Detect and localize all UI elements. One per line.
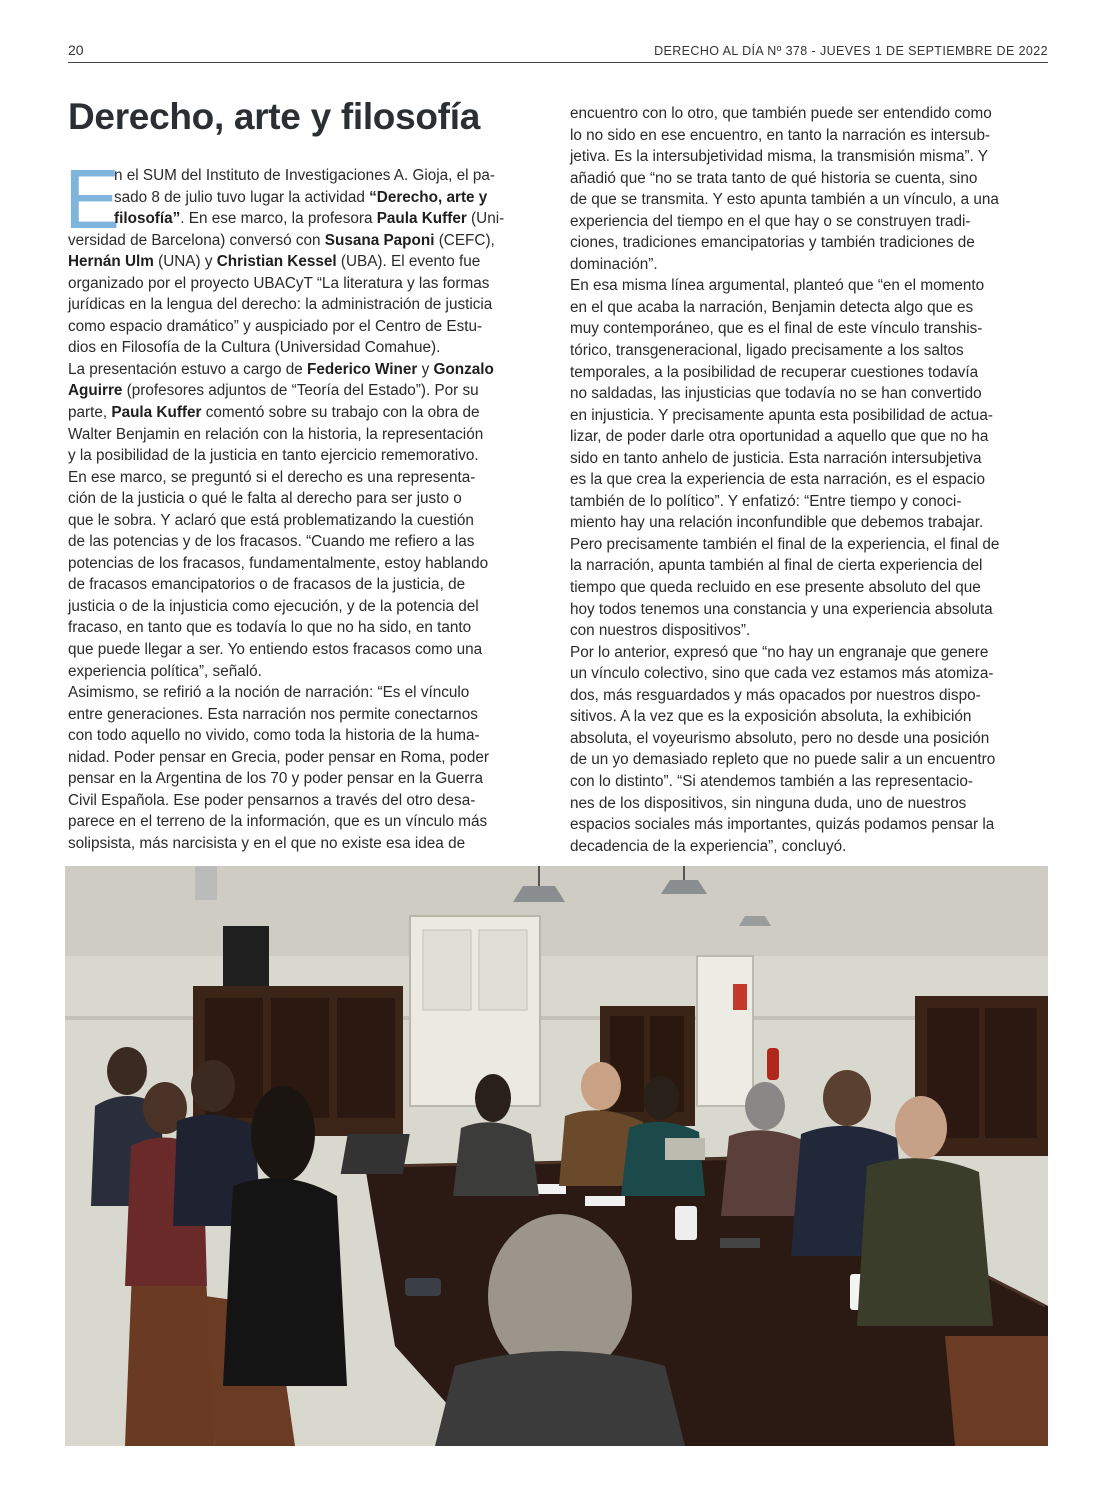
article-line: [570, 793, 1050, 815]
text-run: fracaso, en tanto que es todavía lo que no ha sido, en tanto: [68, 619, 472, 637]
text-run: n el SUM del Instituto de Investigaciones A. Gioja, el pa-: [114, 167, 495, 184]
text-run: no saldadas, las injusticias que todavía no se han convertido: [570, 385, 982, 403]
article-line: [68, 747, 538, 769]
article-line: [570, 620, 1050, 642]
text-run: justicia o de la injusticia como ejecución, y de la potencia del: [68, 597, 479, 615]
article-line: [570, 125, 1050, 147]
text-run: tórico, transgeneracional, ligado precisamente a los saltos: [570, 342, 964, 360]
article-line: [570, 512, 1050, 534]
text-run: sitivos. A la vez que es la exposición absoluta, la exhibición: [570, 708, 972, 726]
article-line: [570, 211, 1050, 233]
article-line: [570, 426, 1050, 448]
text-run: de que se transmita. Y esto apunta también a un vínculo, a una: [570, 191, 999, 209]
text-run: en el que acaba la narración, Benjamin detecta algo que es: [570, 298, 974, 316]
text-run: . En ese marco, la profesora: [180, 210, 377, 228]
article-line: [570, 728, 1050, 750]
text-run: La presentación estuvo a cargo de: [68, 360, 307, 378]
text-run: Civil Española. Ese poder pensarnos a través del otro desa-: [68, 791, 476, 809]
text-run: pensar en la Argentina de los 70 y poder pensar en la Guerra: [68, 770, 483, 788]
text-run: Walter Benjamin en relación con la historia, la representación: [68, 425, 484, 443]
text-run: tiempo que queda recluido en ese presente absoluto del que: [570, 579, 981, 597]
article-line: [570, 405, 1050, 427]
article-line: [570, 491, 1050, 513]
article-line: [570, 663, 1050, 685]
article-line: [570, 836, 1050, 858]
text-run: experiencia del tiempo en el que hay o se construyen tradi-: [570, 212, 971, 230]
text-run: como espacio dramático” y auspiciado por el Centro de Estu-: [68, 317, 483, 335]
article-line: [570, 599, 1050, 621]
bold-run: Hernán Ulm: [68, 253, 154, 271]
article-line: [570, 297, 1050, 319]
article-line: [68, 337, 538, 359]
text-run: Pero precisamente también el final de la experiencia, el final de: [570, 535, 1000, 553]
article-line: [68, 467, 538, 489]
article-line: [570, 534, 1050, 556]
text-run: decadencia de la experiencia”, concluyó.: [570, 837, 847, 855]
text-run: ciones, tradiciones emancipatorias y también tradiciones de: [570, 234, 975, 252]
article-line: [570, 469, 1050, 491]
text-run: añadió que “no se trata tanto de qué historia se cuenta, sino: [570, 169, 978, 187]
header-separator: -: [807, 44, 820, 58]
text-run: jetiva. Es la intersubjetividad misma, la transmisión misma”. Y: [570, 148, 988, 166]
text-run: con nuestros dispositivos”.: [570, 622, 751, 640]
text-run: experiencia política”, señaló.: [68, 662, 262, 680]
article-line: [570, 103, 1050, 125]
article-line: [68, 359, 538, 381]
text-run: con lo distinto”. “Si atendemos también a las representacio-: [570, 772, 974, 790]
article-line: [68, 725, 538, 747]
publication-date: JUEVES 1 DE SEPTIEMBRE DE 2022: [819, 44, 1048, 58]
article-line: [68, 768, 538, 790]
bold-run: Aguirre: [68, 382, 123, 400]
article-line: [68, 273, 538, 295]
article-line: [570, 146, 1050, 168]
text-run: espacios sociales más importantes, quizás podamos pensar la: [570, 816, 995, 834]
text-run: nidad. Poder pensar en Grecia, poder pensar en Roma, poder: [68, 748, 489, 766]
article-line: [68, 661, 538, 683]
article-line: [570, 318, 1050, 340]
text-run: potencias de los fracasos, fundamentalmente, estoy hablando: [68, 554, 489, 572]
article-line: [570, 275, 1050, 297]
text-run: también de lo político”. Y enfatizó: “Entre tiempo y conoci-: [570, 492, 962, 510]
text-run: y la posibilidad de la justicia en tanto ejercicio rememorativo.: [68, 447, 479, 465]
bold-run: filosofía”: [114, 210, 181, 228]
bold-run: “Derecho, arte y: [369, 188, 488, 206]
text-run: dominación”.: [570, 255, 658, 273]
article-line: [68, 811, 538, 833]
article-line: [68, 553, 538, 575]
article-line: [570, 749, 1050, 771]
text-run: de fracasos emancipatorios o de fracasos de la justicia, de: [68, 576, 466, 594]
text-run: Por lo anterior, expresó que “no hay un engranaje que genere: [570, 643, 989, 661]
text-run: la narración, apunta también al final de cierta experiencia del: [570, 557, 983, 575]
text-run: (CEFC),: [434, 231, 495, 249]
text-run: que le sobra. Y aclaró que está problematizando la cuestión: [68, 511, 474, 529]
text-run: absoluta, el voyeurismo absoluto, pero no desde una posición: [570, 729, 990, 747]
bold-run: Christian Kessel: [216, 253, 337, 271]
article-line: [68, 251, 538, 273]
text-run: solipsista, más narcisista y en el que no existe esa idea de: [68, 834, 466, 852]
article-line: [570, 362, 1050, 384]
text-run: En ese marco, se preguntó si el derecho es una representa-: [68, 468, 476, 486]
text-run: temporales, a la posibilidad de recuperar cuestiones todavía: [570, 363, 979, 381]
article-line: [68, 488, 538, 510]
article-line: [570, 254, 1050, 276]
bold-run: Federico Winer: [306, 360, 418, 378]
article-line: [68, 187, 538, 209]
text-run: (UNA) y: [153, 253, 217, 271]
article-line: [570, 168, 1050, 190]
article-line: [570, 577, 1050, 599]
text-run: es la que crea la experiencia de esta narración, es el espacio: [570, 471, 985, 489]
article-line: [570, 232, 1050, 254]
article-line: [68, 531, 538, 553]
article-line: [68, 596, 538, 618]
text-run: dos, más resguardados y más opacados por nuestros dispo-: [570, 686, 981, 704]
text-run: encuentro con lo otro, que también puede ser entendido como: [570, 105, 992, 122]
publication-name: DERECHO AL DÍA Nº 378: [654, 44, 808, 58]
bold-run: Paula Kuffer: [111, 404, 202, 422]
article-line: [68, 424, 538, 446]
text-run: (Uni-: [466, 210, 505, 228]
text-run: parece en el terreno de la información, que es un vínculo más: [68, 813, 488, 831]
text-run: jurídicas en la lengua del derecho: la administración de justicia: [68, 296, 493, 314]
text-run: En esa misma línea argumental, planteó que “en el momento: [570, 277, 985, 295]
article-title: Derecho, arte y filosofía: [68, 96, 480, 137]
article-line: [68, 230, 538, 252]
text-run: con todo aquello no vivido, como toda la historia de la huma-: [68, 727, 480, 745]
text-run: miento hay una relación inconfundible que debemos trabajar.: [570, 514, 984, 532]
meeting-room-photo: [65, 866, 1048, 1446]
article-line: [570, 383, 1050, 405]
article-line: [68, 639, 538, 661]
text-run: sado 8 de julio tuvo lugar la actividad: [114, 188, 370, 206]
article-column-left: [68, 165, 538, 855]
article-line: [570, 642, 1050, 664]
drop-cap: E: [64, 152, 121, 246]
article-line: [68, 165, 538, 187]
article-line: [68, 294, 538, 316]
article-line: [68, 445, 538, 467]
publication-line: [654, 44, 1048, 58]
text-run: de las potencias y de los fracasos. “Cuando me refiero a las: [68, 533, 475, 551]
article-line: [570, 814, 1050, 836]
text-run: nes de los dispositivos, sin ninguna duda, uno de nuestros: [570, 794, 967, 812]
page-number: 20: [68, 42, 84, 58]
text-run: Asimismo, se refirió a la noción de narración: “Es el vínculo: [68, 684, 470, 702]
text-run: de un yo demasiado repleto que no puede salir a un encuentro: [570, 751, 996, 769]
article-line: [570, 685, 1050, 707]
text-run: parte,: [68, 404, 112, 422]
text-run: versidad de Barcelona) conversó con: [68, 231, 325, 249]
text-run: un vínculo colectivo, sino que cada vez estamos más atomiza-: [570, 665, 994, 683]
article-line: [68, 617, 538, 639]
article-line: [68, 380, 538, 402]
text-run: (profesores adjuntos de “Teoría del Estado”). Por su: [122, 382, 479, 400]
text-run: que puede llegar a ser. Yo entiendo estos fracasos como una: [68, 641, 483, 659]
article-line: [68, 402, 538, 424]
article-line: [570, 771, 1050, 793]
article-line: [68, 316, 538, 338]
text-run: lizar, de poder darle otra oportunidad a aquello que que no ha: [570, 428, 989, 446]
text-run: sido en tanto anhelo de justicia. Esta narración intersubjetiva: [570, 449, 982, 467]
article-photo: [65, 866, 1048, 1446]
article-line: [68, 574, 538, 596]
article-column-right: [570, 103, 1050, 857]
article-line: [68, 833, 538, 855]
text-run: muy contemporáneo, que es el final de este vínculo transhis-: [570, 320, 983, 338]
article-line: [68, 208, 538, 230]
bold-run: Paula Kuffer: [376, 210, 467, 228]
page-header: [68, 42, 1048, 63]
text-run: organizado por el proyecto UBACyT “La literatura y las formas: [68, 274, 490, 292]
article-line: [68, 704, 538, 726]
text-run: y: [417, 360, 434, 378]
article-line: [68, 682, 538, 704]
text-run: lo no sido en ese encuentro, en tanto la narración es intersub-: [570, 126, 991, 144]
bold-run: Gonzalo: [433, 360, 494, 378]
article-line: [570, 448, 1050, 470]
article-line: [570, 340, 1050, 362]
bold-run: Susana Paponi: [324, 231, 435, 249]
article-line: [68, 510, 538, 532]
text-run: entre generaciones. Esta narración nos permite conectarnos: [68, 705, 478, 723]
text-run: dios en Filosofía de la Cultura (Universidad Comahue).: [68, 339, 441, 357]
text-run: en injusticia. Y precisamente apunta esta posibilidad de actua-: [570, 406, 993, 424]
article-line: [570, 555, 1050, 577]
article-line: [570, 706, 1050, 728]
text-run: hoy todos tenemos una constancia y una experiencia absoluta: [570, 600, 993, 618]
text-run: (UBA). El evento fue: [336, 253, 481, 271]
text-run: ción de la justicia o qué le falta al derecho para ser justo o: [68, 490, 462, 508]
text-run: comentó sobre su trabajo con la obra de: [201, 404, 480, 422]
article-line: [68, 790, 538, 812]
article-line: [570, 189, 1050, 211]
